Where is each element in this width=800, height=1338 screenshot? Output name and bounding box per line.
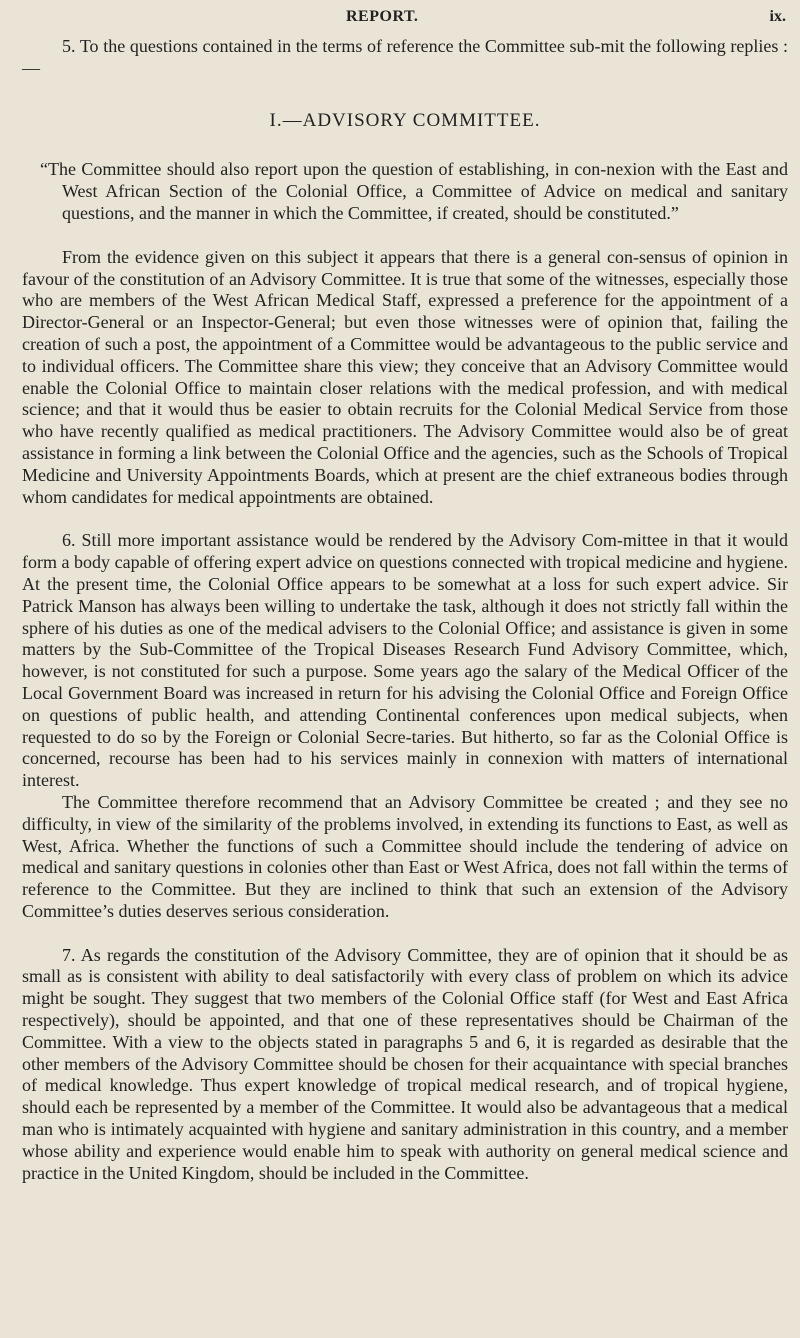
terms-of-reference-quote: “The Committee should also report upon the question of establishing, in con-nexion with the East and West African Section of the Colonial Office, a Committee of Advice on medical and sanitary questions, and the manner in which the Committee, if created, should be constituted.” <box>40 159 788 223</box>
section-heading: I.—ADVISORY COMMITTEE. <box>269 109 541 131</box>
paragraph-7: 7. As regards the constitution of the Advisory Committee, they are of opinion that it should be as small as is consistent with ability to deal satisfactorily with every class of problem on which its advice might be sought. They suggest that two members of the Colonial Office staff (for West and East Africa respectively), should be appointed, and that one of these representatives should be Chairman of the Committee. With a view to the objects stated in paragraphs 5 and 6, it is regarded as desirable that the other members of the Advisory Committee should be chosen for their acquaintance with special branches of medical knowledge. Thus expert knowledge of tropical medical research, and of tropical hygiene, should each be represented by a member of the Committee. It would also be advantageous that a medical man who is intimately acquainted with hygiene and sanitary administration in this country, and a member whose ability and experience would enable him to speak with authority on general medical science and practice in the United Kingdom, should be included in the Committee. <box>22 944 788 1183</box>
page-number: ix. <box>769 8 786 25</box>
paragraph-recommendation: The Committee therefore recommend that an Advisory Committee be created ; and they see no difficulty, in view of the similarity of the problems involved, in extending its functions to East, as well as West, Africa. Whether the functions of such a Committee should include the tendering of advice on medical and sanitary questions in colonies other than East or West Africa, does not fall within the terms of reference to the Committee. But they are inclined to think that such an extension of the Advisory Committee’s duties deserves serious consideration. <box>22 791 788 921</box>
paragraph-5: 5. To the questions contained in the terms of reference the Committee sub-mit the following replies :— <box>22 36 788 78</box>
body-text <box>22 36 788 1184</box>
running-title: REPORT. <box>346 8 419 25</box>
paragraph-evidence: From the evidence given on this subject it appears that there is a general con-sensus of opinion in favour of the constitution of an Advisory Committee. It is true that some of the witnesses, especially those who are members of the West African Medical Staff, expressed a preference for the appointment of a Director-General or an Inspector-General; but even those witnesses were of opinion that, failing the creation of such a post, the appointment of a Committee would be advantageous to the public service and to individual officers. The Committee share this view; they conceive that an Advisory Committee would enable the Colonial Office to maintain closer relations with the medical profession, and with medical science; and that it would thus be easier to obtain recruits for the Colonial Medical Service from those who have recently qualified as medical practitioners. The Advisory Committee would also be of great assistance in forming a link between the Colonial Office and the agencies, such as the Schools of Tropical Medicine and University Appointments Boards, which at present are the chief extraneous bodies through whom candidates for medical appointments are obtained. <box>22 246 788 507</box>
paragraph-6: 6. Still more important assistance would be rendered by the Advisory Com-mittee in that it would form a body capable of offering expert advice on questions connected with tropical medicine and hygiene. At the present time, the Colonial Office appears to be somewhat at a loss for such expert advice. Sir Patrick Manson has always been willing to undertake the task, although it does not strictly fall within the sphere of his duties as one of the medical advisers to the Colonial Office; and assistance is given in some matters by the Sub-Committee of the Tropical Diseases Research Fund Advisory Committee, which, however, is not constituted for such a purpose. Some years ago the salary of the Medical Officer of the Local Government Board was increased in return for his advising the Colonial Office and Foreign Office on questions of public health, and attending Continental conferences upon medical subjects, when requested to do so by the Foreign or Colonial Secre-taries. But hitherto, so far as the Colonial Office is concerned, recourse has been had to his services mainly in connexion with matters of international interest. <box>22 530 788 791</box>
page-header <box>0 8 800 32</box>
